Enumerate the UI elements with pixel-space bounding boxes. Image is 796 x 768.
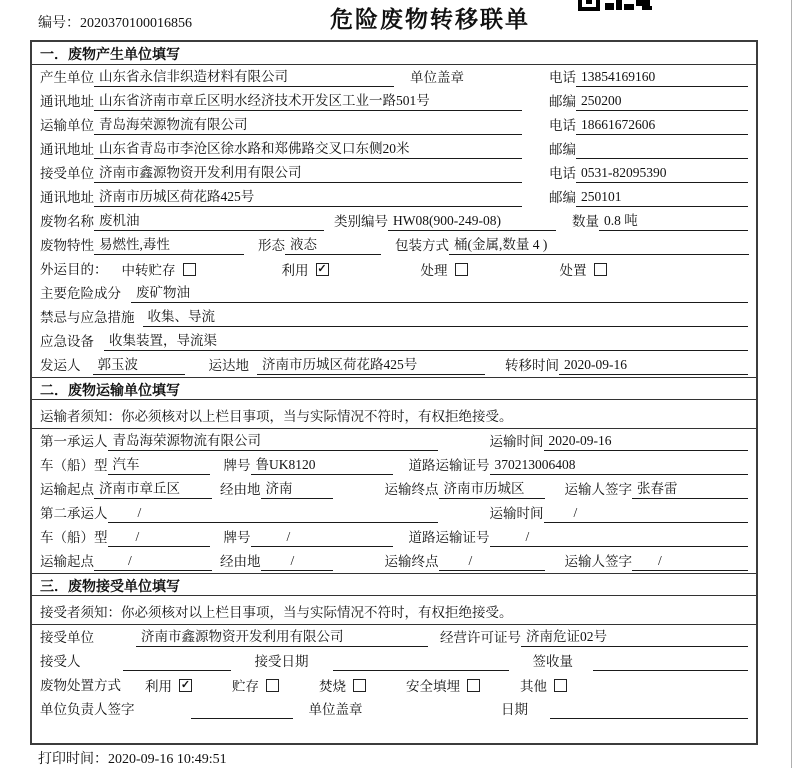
purpose-dispose-checkbox <box>594 263 607 276</box>
unit-seal2-label: 单位盖章 <box>308 702 363 717</box>
manager-sign-label: 单位负责人签字 <box>40 702 135 717</box>
purpose-option-utilize <box>282 259 329 279</box>
sign2-label: 运输人签字 <box>564 554 632 569</box>
serial-row <box>38 12 192 32</box>
producer-value: 山东省永信非织造材料有限公司 <box>94 65 394 87</box>
carrier2-label: 第二承运人 <box>40 506 108 521</box>
disposal-store-checkbox <box>266 679 279 692</box>
disposal-utilize-label: 利用 <box>145 679 172 694</box>
origin1-label: 运输起点 <box>40 482 94 497</box>
disposal-utilize-checkbox: ✓ <box>180 678 191 691</box>
purpose-option-utilize-label: 利用 <box>281 263 309 278</box>
hazard-value: 废矿物油 <box>131 281 748 303</box>
zip1-value: 250200 <box>576 93 748 111</box>
sign1-label: 运输人签字 <box>564 482 632 497</box>
row-hazard <box>32 281 756 305</box>
print-time-label: 打印时间： <box>38 752 108 767</box>
via2-label: 经由地 <box>220 554 261 569</box>
vehicle2-label: 车（船）型 <box>40 530 108 545</box>
phone1-value: 13854169160 <box>576 69 748 87</box>
amount-value <box>593 669 748 671</box>
row-producer-address <box>32 89 756 113</box>
manager-sign-value <box>191 717 293 719</box>
receiver-value: 济南市鑫源物资开发利用有限公司 <box>94 161 522 183</box>
end2-value: / <box>439 553 545 571</box>
addr2-label: 通讯地址 <box>40 142 94 157</box>
accept-person-value <box>123 669 231 671</box>
zip2-value <box>576 157 748 159</box>
permit2-label: 道路运输证号 <box>408 530 490 545</box>
print-time-row <box>38 748 227 768</box>
phone3-label: 电话 <box>549 166 576 181</box>
transfer-date-value: 2020-09-16 <box>559 357 748 375</box>
purpose-option-treat-label: 处理 <box>420 263 448 278</box>
row-waste-character <box>32 233 756 257</box>
time2-label: 运输时间 <box>489 506 544 521</box>
row-accept-unit <box>32 625 756 649</box>
disposal-option-other <box>520 675 567 695</box>
purpose-option-dispose <box>560 259 607 279</box>
date2-value <box>550 717 748 719</box>
disposal-label: 废物处置方式 <box>40 678 121 693</box>
transporter-value: 青岛海荣源物流有限公司 <box>94 113 522 135</box>
packing-label: 包装方式 <box>395 238 449 253</box>
sign2-value: / <box>632 553 748 571</box>
license-label: 经营许可证号 <box>440 630 521 645</box>
disposal-landfill-label: 安全填埋 <box>406 679 460 694</box>
end1-value: 济南市历城区 <box>439 477 545 499</box>
date2-label: 日期 <box>501 702 528 717</box>
disposal-incinerate-checkbox <box>353 679 366 692</box>
row-vehicle2 <box>32 525 756 549</box>
disposal-store-label: 贮存 <box>232 679 259 694</box>
hazard-label: 主要危险成分 <box>40 286 121 301</box>
carrier1-label: 第一承运人 <box>40 434 108 449</box>
serial-number: 2020370100016856 <box>80 16 192 31</box>
character-label: 废物特性 <box>40 238 94 253</box>
qty-value: 0.8 吨 <box>599 209 748 231</box>
disposal-option-store <box>232 675 279 695</box>
shipper-value: 郭玉波 <box>93 353 185 375</box>
addr1-label: 通讯地址 <box>40 94 94 109</box>
vehicle1-label: 车（船）型 <box>40 458 108 473</box>
disposal-landfill-checkbox <box>467 679 480 692</box>
purpose-transfer-checkbox <box>183 263 196 276</box>
row-taboo <box>32 305 756 329</box>
time1-label: 运输时间 <box>489 434 544 449</box>
equipment-value: 收集装置，导流渠 <box>104 329 748 351</box>
plate1-label: 牌号 <box>223 458 251 473</box>
page-edge-line <box>791 0 792 768</box>
accept-unit-value: 济南市鑫源物资开发利用有限公司 <box>136 625 428 647</box>
section3-header: 三．废物接受单位填写 <box>32 573 756 596</box>
serial-label: 编号： <box>38 16 80 31</box>
waste-name-label: 废物名称 <box>40 214 94 229</box>
form-title: 危险废物转移联单 <box>330 7 530 32</box>
purpose-option-treat <box>421 259 468 279</box>
phone3-value: 0531-82095390 <box>576 165 748 183</box>
disposal-other-label: 其他 <box>520 679 547 694</box>
row-waste-name <box>32 209 756 233</box>
row-transporter <box>32 113 756 137</box>
purpose-treat-checkbox <box>455 263 468 276</box>
purpose-utilize-checkbox: ✓ <box>317 262 327 275</box>
amount-label: 签收量 <box>532 654 573 669</box>
unit-seal-label: 单位盖章 <box>410 70 464 85</box>
row-route2 <box>32 549 756 573</box>
taboo-label: 禁忌与应急措施 <box>40 310 135 325</box>
section2-header: 二．废物运输单位填写 <box>32 377 756 400</box>
row-shipper <box>32 353 756 377</box>
row-transporter-address <box>32 137 756 161</box>
sign1-value: 张春雷 <box>632 477 748 499</box>
producer-label: 产生单位 <box>40 70 94 85</box>
row-purpose <box>32 257 756 281</box>
purpose-option-transfer <box>122 259 196 279</box>
disposal-other-checkbox <box>554 679 567 692</box>
row-accept-person <box>32 649 756 673</box>
disposal-option-utilize <box>145 675 192 695</box>
origin2-value: / <box>94 553 212 571</box>
time1-value: 2020-09-16 <box>544 433 749 451</box>
row-producer <box>32 65 756 89</box>
section3-notice: 接受者须知：你必须核对以上栏目事项，当与实际情况不符时，有权拒绝接受。 <box>32 596 756 625</box>
receiver-label: 接受单位 <box>40 166 94 181</box>
manifest-form <box>30 40 758 745</box>
zip1-label: 邮编 <box>549 94 576 109</box>
row-receiver <box>32 161 756 185</box>
phone1-label: 电话 <box>549 70 576 85</box>
carrier2-value: / <box>108 505 438 523</box>
section2-notice: 运输者须知：你必须核对以上栏目事项，当与实际情况不符时，有权拒绝接受。 <box>32 400 756 429</box>
accept-person-label: 接受人 <box>40 654 81 669</box>
disposal-option-landfill <box>406 675 480 695</box>
vehicle2-value: / <box>108 529 210 547</box>
license-value: 济南危证02号 <box>521 625 748 647</box>
form-state-label: 形态 <box>258 238 285 253</box>
via1-value: 济南 <box>261 477 333 499</box>
row-vehicle1 <box>32 453 756 477</box>
equipment-label: 应急设备 <box>40 334 94 349</box>
origin1-value: 济南市章丘区 <box>94 477 212 499</box>
purpose-option-transfer-label: 中转贮存 <box>121 263 176 278</box>
transporter-label: 运输单位 <box>40 118 94 133</box>
category-label: 类别编号 <box>334 214 388 229</box>
category-value: HW08(900-249-08) <box>388 213 556 231</box>
zip2-label: 邮编 <box>549 142 576 157</box>
row-route1 <box>32 477 756 501</box>
row-manager-sign <box>32 697 756 721</box>
row-carrier2 <box>32 501 756 525</box>
permit2-value: / <box>490 529 749 547</box>
permit1-value: 370213006408 <box>490 457 749 475</box>
disposal-option-incinerate <box>319 675 366 695</box>
accept-date-label: 接受日期 <box>254 654 309 669</box>
taboo-value: 收集、导流 <box>143 305 749 327</box>
disposal-incinerate-label: 焚烧 <box>319 679 346 694</box>
addr3-label: 通讯地址 <box>40 190 94 205</box>
end2-label: 运输终点 <box>384 554 439 569</box>
plate2-label: 牌号 <box>223 530 251 545</box>
transfer-date-label: 转移时间 <box>505 358 559 373</box>
zip3-label: 邮编 <box>549 190 576 205</box>
form-state-value: 液态 <box>285 233 381 255</box>
phone2-label: 电话 <box>549 118 576 133</box>
addr2-value: 山东省青岛市李沧区徐水路和郑佛路交叉口东侧20米 <box>94 137 522 159</box>
character-value: 易燃性,毒性 <box>94 233 244 255</box>
packing-value: 桶(金属,数量 4 ) <box>449 233 749 255</box>
vehicle1-value: 汽车 <box>108 453 210 475</box>
row-disposal <box>32 673 756 697</box>
row-carrier1 <box>32 429 756 453</box>
plate2-value: / <box>251 529 393 547</box>
section1-header: 一．废物产生单位填写 <box>32 42 756 65</box>
print-time-value: 2020-09-16 10:49:51 <box>108 752 227 767</box>
qr-code-fragment-icon <box>578 0 654 11</box>
waste-name-value: 废机油 <box>94 209 324 231</box>
dest-value: 济南市历城区荷花路425号 <box>257 353 485 375</box>
addr3-value: 济南市历城区荷花路425号 <box>94 185 522 207</box>
accept-date-value <box>333 669 509 671</box>
carrier1-value: 青岛海荣源物流有限公司 <box>108 429 438 451</box>
via1-label: 经由地 <box>220 482 261 497</box>
addr1-value: 山东省济南市章丘区明水经济技术开发区工业一路501号 <box>94 89 522 111</box>
accept-unit-label: 接受单位 <box>40 630 94 645</box>
row-receiver-address <box>32 185 756 209</box>
time2-value: / <box>544 505 749 523</box>
row-equipment <box>32 329 756 353</box>
permit1-label: 道路运输证号 <box>408 458 490 473</box>
end1-label: 运输终点 <box>384 482 439 497</box>
plate1-value: 鲁UK8120 <box>251 453 393 475</box>
qty-label: 数量 <box>572 214 599 229</box>
shipper-label: 发运人 <box>40 358 81 373</box>
via2-value: / <box>261 553 333 571</box>
origin2-label: 运输起点 <box>40 554 94 569</box>
phone2-value: 18661672606 <box>576 117 748 135</box>
zip3-value: 250101 <box>576 189 748 207</box>
purpose-label: 外运目的： <box>40 262 108 277</box>
dest-label: 运达地 <box>208 358 249 373</box>
purpose-option-dispose-label: 处置 <box>559 263 587 278</box>
